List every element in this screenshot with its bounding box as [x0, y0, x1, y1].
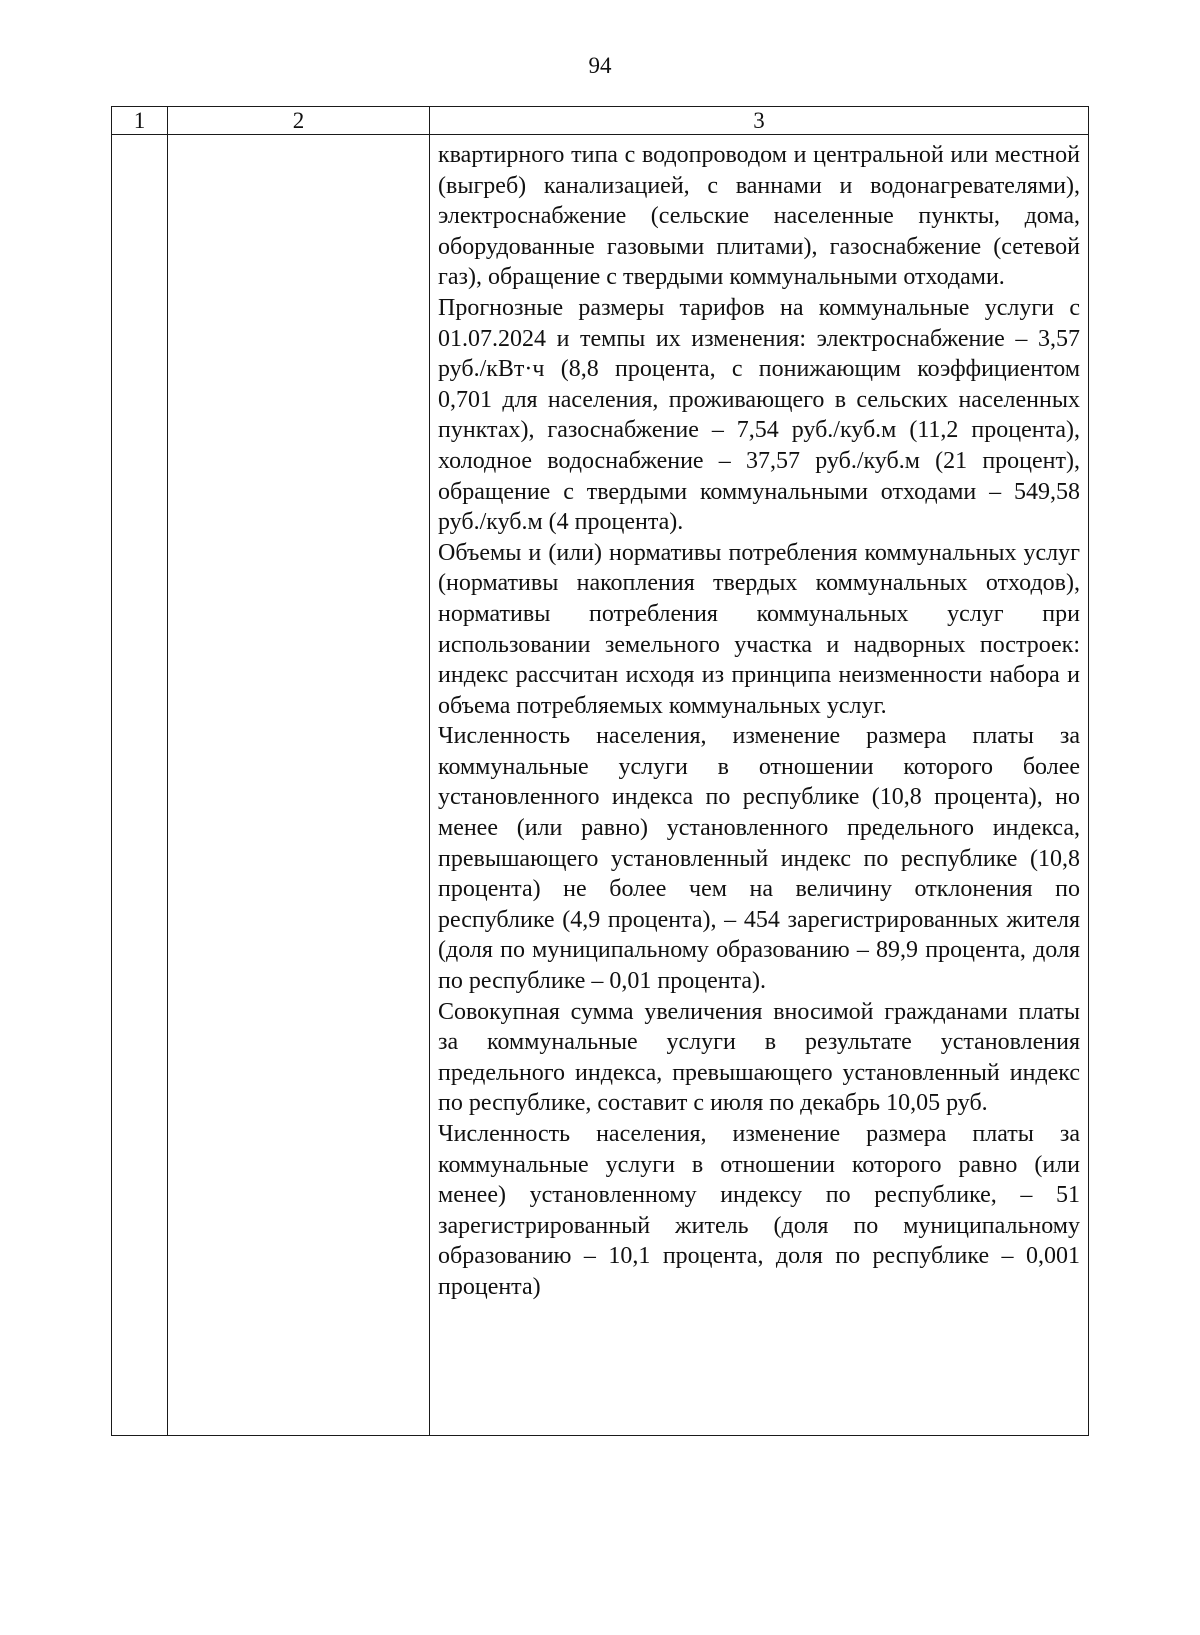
- column-header-2: 2: [168, 107, 430, 135]
- document-table: [111, 106, 1089, 1436]
- paragraph-population-within-index: Численность населения, изменение размера платы за коммунальные услуги в отношении которого равно (или менее) установленному индексу по республике, – 51 зарегистрированный житель (доля по муниципальному образованию – 10,1 процента, доля по республике – 0,001 процента): [438, 1121, 1080, 1300]
- paragraph-total-increase: Совокупная сумма увеличения вносимой гражданами платы за коммунальные услуги в результате установления предельного индекса, превышающего установленный индекс по республике, составит с июля по декабрь 10,05 руб.: [438, 998, 1080, 1117]
- table-header-row: [112, 107, 1089, 135]
- paragraph-housing-type: квартирного типа с водопроводом и центральной или местной (выгреб) канализацией, с ваннами и водонагревателями), электроснабжение (сельские населенные пункты, дома, оборудованные газовыми плитами), газоснабжение (сетевой газ), обращение с твердыми коммунальными отходами.: [438, 142, 1080, 291]
- table-cell-column-3: [430, 135, 1089, 1436]
- paragraph-consumption-norms: Объемы и (или) нормативы потребления коммунальных услуг (нормативы накопления твердых коммунальных отходов), нормативы потребления коммунальных услуг при использовании земельного участка и надворных построек: индекс рассчитан исходя из принципа неизменности набора и объема потребляемых коммунальных услуг.: [438, 539, 1080, 719]
- table-row: [112, 135, 1089, 1436]
- column-header-1: 1: [112, 107, 168, 135]
- paragraph-population-above-index: Численность населения, изменение размера платы за коммунальные услуги в отношении которого более установленного индекса по республике (10,8 процента), но менее (или равно) установленного предельного индекса, превышающего установленный индекс по республике (10,8 процента) не более чем на величину отклонения по республике (4,9 процента), – 454 зарегистрированных жителя (доля по муниципальному образованию – 89,9 процента, доля по республике – 0,01 процента).: [438, 723, 1080, 995]
- table-cell-column-2: [168, 135, 430, 1436]
- column-header-3: 3: [430, 107, 1089, 135]
- page-number: 94: [588, 53, 612, 78]
- paragraph-tariffs: Прогнозные размеры тарифов на коммунальные услуги с 01.07.2024 и темпы их изменения: электроснабжение – 3,57 руб./кВт·ч (8,8 процента, с понижающим коэффициентом 0,701 для населения, проживающего в сельских населенных пунктах), газоснабжение – 7,54 руб./куб.м (11,2 процента), холодное водоснабжение – 37,57 руб./куб.м (21 процент), обращение с твердыми коммунальными отходами – 549,58 руб./куб.м (4 процента).: [438, 294, 1080, 536]
- table-cell-column-1: [112, 135, 168, 1436]
- column-3-text: [430, 135, 1088, 1304]
